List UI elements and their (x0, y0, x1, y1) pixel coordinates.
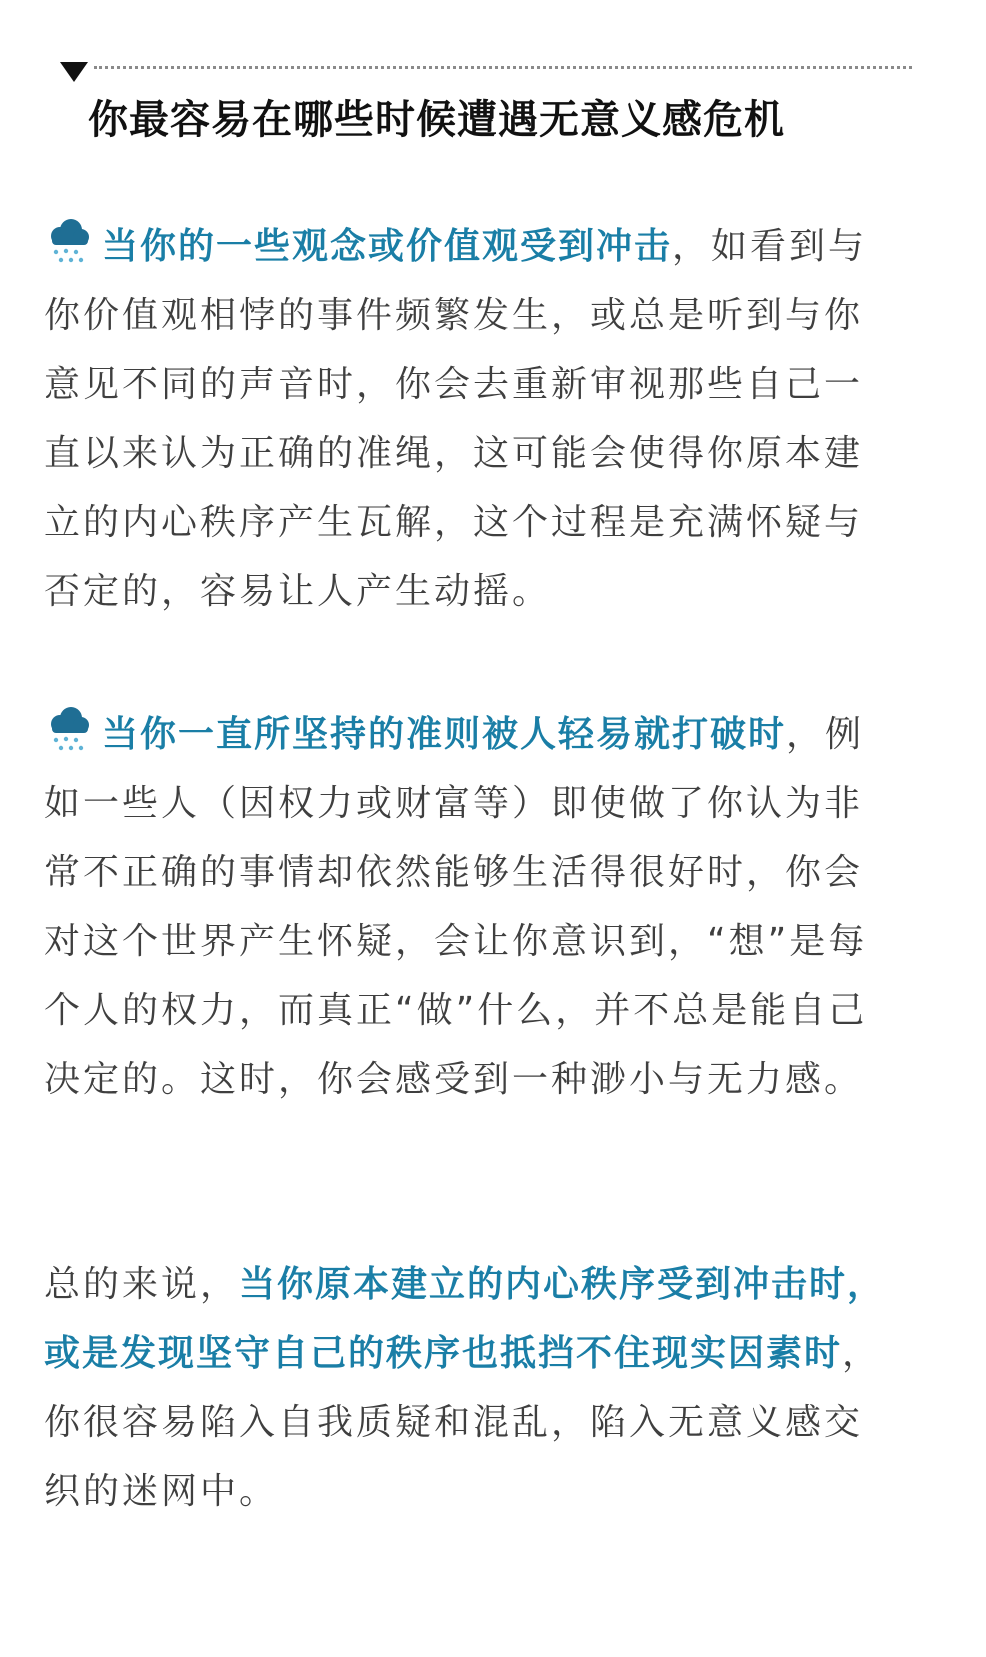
paragraph-3 (44, 1250, 890, 1526)
paragraph-1-text: ，如看到与你价值观相悖的事件频繁发生，或总是听到与你意见不同的声音时，你会去重新审视那些自己一直以来认为正确的准绳，这可能会使得你原本建立的内心秩序产生瓦解，这个过程是充满怀疑与否定的，容易让人产生动摇。 (44, 226, 868, 612)
paragraph-2 (44, 700, 890, 1114)
rain-cloud-icon (44, 216, 94, 266)
paragraph-3-text: ，你很容易陷入自我质疑和混乱，陷入无意义感交织的迷网中。 (44, 1333, 882, 1512)
paragraph-1 (44, 212, 890, 626)
dotted-divider (94, 66, 912, 69)
paragraph-3-lead: 总的来说， (44, 1264, 240, 1305)
triangle-marker-icon (60, 62, 88, 82)
section-title: 你最容易在哪些时候遭遇无意义感危机 (88, 97, 785, 143)
paragraph-3-highlight: 当你原本建立的内心秩序受到冲击时，或是发现坚守自己的秩序也抵挡不住现实因素时 (44, 1264, 886, 1374)
paragraph-2-highlight: 当你一直所坚持的准则被人轻易就打破时 (102, 714, 787, 755)
paragraph-2-text: ，例如一些人（因权力或财富等）即使做了你认为非常不正确的事情却依然能够生活得很好时，你会对这个世界产生怀疑，会让你意识到，“想”是每个人的权力，而真正“做”什么，并不总是能自己决定的。这时，你会感受到一种渺小与无力感。 (44, 714, 868, 1100)
paragraph-1-highlight: 当你的一些观念或价值观受到冲击 (102, 226, 673, 267)
rain-cloud-icon (44, 704, 94, 754)
section-header (52, 58, 912, 143)
